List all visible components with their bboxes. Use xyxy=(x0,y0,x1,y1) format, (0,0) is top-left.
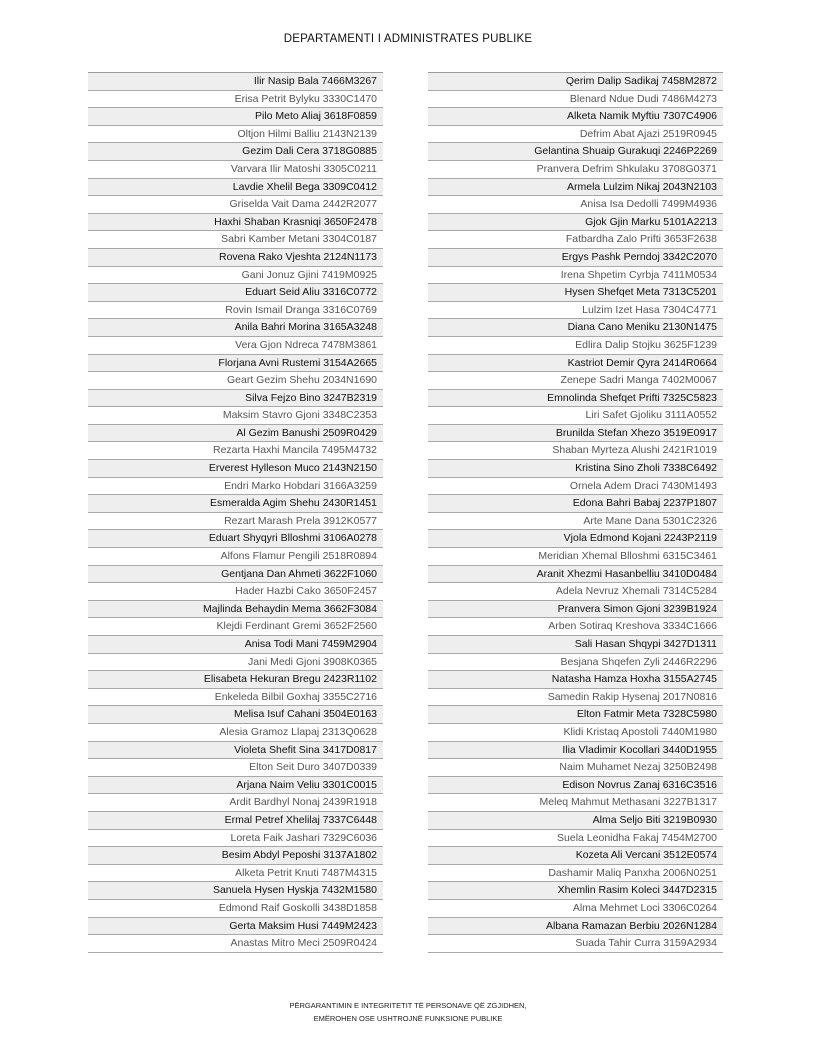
list-item: Klidi Kristaq Apostoli 7440M1980 xyxy=(428,724,723,742)
list-item: Diana Cano Meniku 2130N1475 xyxy=(428,319,723,337)
list-item: Sanuela Hysen Hyskja 7432M1580 xyxy=(88,882,383,900)
list-item: Majlinda Behaydin Mema 3662F3084 xyxy=(88,601,383,619)
list-item: Elton Seit Duro 3407D0339 xyxy=(88,759,383,777)
list-item: Klejdi Ferdinant Gremi 3652F2560 xyxy=(88,618,383,636)
list-item: Meridian Xhemal Blloshmi 6315C3461 xyxy=(428,548,723,566)
list-item: Elton Fatmir Meta 7328C5980 xyxy=(428,706,723,724)
list-item: Alfons Flamur Pengili 2518R0894 xyxy=(88,548,383,566)
list-item: Hysen Shefqet Meta 7313C5201 xyxy=(428,284,723,302)
list-item: Fatbardha Zalo Prifti 3653F2638 xyxy=(428,231,723,249)
list-item: Armela Lulzim Nikaj 2043N2103 xyxy=(428,179,723,197)
list-item: Pranvera Simon Gjoni 3239B1924 xyxy=(428,601,723,619)
list-item: Rovena Rako Vjeshta 2124N1173 xyxy=(88,249,383,267)
list-item: Anisa Todi Mani 7459M2904 xyxy=(88,636,383,654)
page-title: DEPARTAMENTI I ADMINISTRATES PUBLIKE xyxy=(283,33,533,45)
list-item: Melisa Isuf Cahani 3504E0163 xyxy=(88,706,383,724)
list-item: Varvara Ilir Matoshi 3305C0211 xyxy=(88,161,383,179)
list-item: Liri Safet Gjoliku 3111A0552 xyxy=(428,407,723,425)
list-item: Shaban Myrteza Alushi 2421R1019 xyxy=(428,442,723,460)
list-item: Alma Mehmet Loci 3306C0264 xyxy=(428,900,723,918)
list-item: Silva Fejzo Bino 3247B2319 xyxy=(88,390,383,408)
list-item: Jani Medi Gjoni 3908K0365 xyxy=(88,654,383,672)
list-item: Besim Abdyl Peposhi 3137A1802 xyxy=(88,847,383,865)
list-item: Erverest Hylleson Muco 2143N2150 xyxy=(88,460,383,478)
list-item: Ardit Bardhyl Nonaj 2439R1918 xyxy=(88,794,383,812)
list-item: Erisa Petrit Bylyku 3330C1470 xyxy=(88,91,383,109)
list-item: Defrim Abat Ajazi 2519R0945 xyxy=(428,126,723,144)
list-item: Zenepe Sadri Manga 7402M0067 xyxy=(428,372,723,390)
list-item: Dashamir Maliq Panxha 2006N0251 xyxy=(428,865,723,883)
list-item: Samedin Rakip Hysenaj 2017N0816 xyxy=(428,689,723,707)
list-item: Lulzim Izet Hasa 7304C4771 xyxy=(428,302,723,320)
list-item: Ilir Nasip Bala 7466M3267 xyxy=(88,73,383,91)
list-item: Alesia Gramoz Llapaj 2313Q0628 xyxy=(88,724,383,742)
list-item: Violeta Shefit Sina 3417D0817 xyxy=(88,742,383,760)
list-item: Anastas Mitro Meci 2509R0424 xyxy=(88,935,383,953)
list-item: Anila Bahri Morina 3165A3248 xyxy=(88,319,383,337)
list-item: Alketa Petrit Knuti 7487M4315 xyxy=(88,865,383,883)
list-item: Esmeralda Agim Shehu 2430R1451 xyxy=(88,495,383,513)
list-item: Adela Nevruz Xhemali 7314C5284 xyxy=(428,583,723,601)
list-item: Pranvera Defrim Shkulaku 3708G0371 xyxy=(428,161,723,179)
list-item: Besjana Shqefen Zyli 2446R2296 xyxy=(428,654,723,672)
list-item: Blenard Ndue Dudi 7486M4273 xyxy=(428,91,723,109)
list-item: Endri Marko Hobdari 3166A3259 xyxy=(88,478,383,496)
footer-line-1: PËRGARANTIMIN E INTEGRITETIT TË PERSONAVE QË ZGJIDHEN, xyxy=(289,1001,527,1010)
list-item: Vjola Edmond Kojani 2243P2119 xyxy=(428,530,723,548)
list-item: Hader Hazbi Cako 3650F2457 xyxy=(88,583,383,601)
list-item: Eduart Seid Aliu 3316C0772 xyxy=(88,284,383,302)
list-item: Gentjana Dan Ahmeti 3622F1060 xyxy=(88,566,383,584)
right-name-list xyxy=(428,72,723,953)
list-item: Gani Jonuz Gjini 7419M0925 xyxy=(88,267,383,285)
list-item: Gelantina Shuaip Gurakuqi 2246P2269 xyxy=(428,143,723,161)
list-item: Lavdie Xhelil Bega 3309C0412 xyxy=(88,179,383,197)
list-item: Geart Gezim Shehu 2034N1690 xyxy=(88,372,383,390)
list-item: Florjana Avni Rustemi 3154A2665 xyxy=(88,355,383,373)
list-item: Ermal Petref Xhelilaj 7337C6448 xyxy=(88,812,383,830)
list-item: Albana Ramazan Berbiu 2026N1284 xyxy=(428,918,723,936)
list-item: Haxhi Shaban Krasniqi 3650F2478 xyxy=(88,214,383,232)
footer-line-2: EMËROHEN OSE USHTROJNË FUNKSIONE PUBLIKE xyxy=(313,1014,503,1023)
list-item: Anisa Isa Dedolli 7499M4936 xyxy=(428,196,723,214)
list-item: Sabri Kamber Metani 3304C0187 xyxy=(88,231,383,249)
list-item: Arben Sotiraq Kreshova 3334C1666 xyxy=(428,618,723,636)
list-item: Oltjon Hilmi Balliu 2143N2139 xyxy=(88,126,383,144)
list-item: Naim Muhamet Nezaj 3250B2498 xyxy=(428,759,723,777)
list-item: Irena Shpetim Cyrbja 7411M0534 xyxy=(428,267,723,285)
list-item: Alketa Namik Myftiu 7307C4906 xyxy=(428,108,723,126)
list-item: Pilo Meto Aliaj 3618F0859 xyxy=(88,108,383,126)
list-item: Qerim Dalip Sadikaj 7458M2872 xyxy=(428,73,723,91)
list-item: Rezart Marash Prela 3912K0577 xyxy=(88,513,383,531)
list-item: Enkeleda Bilbil Goxhaj 3355C2716 xyxy=(88,689,383,707)
list-item: Edlira Dalip Stojku 3625F1239 xyxy=(428,337,723,355)
list-item: Gjok Gjin Marku 5101A2213 xyxy=(428,214,723,232)
list-item: Al Gezim Banushi 2509R0429 xyxy=(88,425,383,443)
list-item: Arte Mane Dana 5301C2326 xyxy=(428,513,723,531)
page-footer xyxy=(0,999,816,1025)
list-item: Arjana Naim Veliu 3301C0015 xyxy=(88,777,383,795)
list-item: Gezim Dali Cera 3718G0885 xyxy=(88,143,383,161)
list-item: Kastriot Demir Qyra 2414R0664 xyxy=(428,355,723,373)
list-item: Maksim Stavro Gjoni 3348C2353 xyxy=(88,407,383,425)
list-item: Brunilda Stefan Xhezo 3519E0917 xyxy=(428,425,723,443)
list-item: Gerta Maksim Husi 7449M2423 xyxy=(88,918,383,936)
list-item: Edison Novrus Zanaj 6316C3516 xyxy=(428,777,723,795)
list-item: Edona Bahri Babaj 2237P1807 xyxy=(428,495,723,513)
list-item: Suada Tahir Curra 3159A2934 xyxy=(428,935,723,953)
list-item: Eduart Shyqyri Blloshmi 3106A0278 xyxy=(88,530,383,548)
list-item: Xhemlin Rasim Koleci 3447D2315 xyxy=(428,882,723,900)
list-item: Griselda Vait Dama 2442R2077 xyxy=(88,196,383,214)
list-item: Elisabeta Hekuran Bregu 2423R1102 xyxy=(88,671,383,689)
list-item: Aranit Xhezmi Hasanbelliu 3410D0484 xyxy=(428,566,723,584)
list-item: Kristina Sino Zholi 7338C6492 xyxy=(428,460,723,478)
list-item: Ilia Vladimir Kocollari 3440D1955 xyxy=(428,742,723,760)
list-item: Alma Seljo Biti 3219B0930 xyxy=(428,812,723,830)
list-item: Kozeta Ali Vercani 3512E0574 xyxy=(428,847,723,865)
list-item: Emnolinda Shefqet Prifti 7325C5823 xyxy=(428,390,723,408)
list-item: Vera Gjon Ndreca 7478M3861 xyxy=(88,337,383,355)
left-name-list xyxy=(88,72,383,953)
list-item: Loreta Faik Jashari 7329C6036 xyxy=(88,830,383,848)
list-item: Ornela Adem Draci 7430M1493 xyxy=(428,478,723,496)
list-item: Natasha Hamza Hoxha 3155A2745 xyxy=(428,671,723,689)
list-item: Edmond Raif Goskolli 3438D1858 xyxy=(88,900,383,918)
list-item: Suela Leonidha Fakaj 7454M2700 xyxy=(428,830,723,848)
list-item: Sali Hasan Shqypi 3427D1311 xyxy=(428,636,723,654)
list-item: Ergys Pashk Perndoj 3342C2070 xyxy=(428,249,723,267)
list-item: Meleq Mahmut Methasani 3227B1317 xyxy=(428,794,723,812)
list-item: Rezarta Haxhi Mancila 7495M4732 xyxy=(88,442,383,460)
list-item: Rovin Ismail Dranga 3316C0769 xyxy=(88,302,383,320)
